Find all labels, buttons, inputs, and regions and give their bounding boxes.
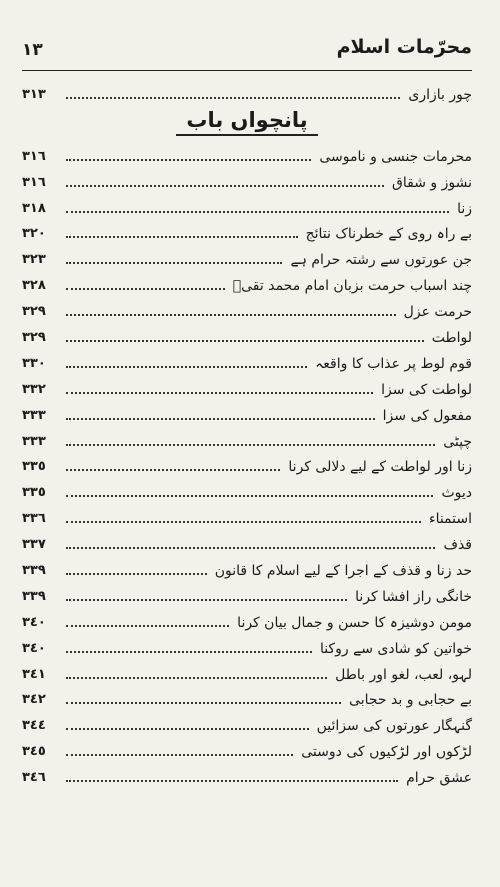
toc-dot-leader [66, 625, 229, 627]
toc-entry [22, 735, 472, 761]
toc-dot-leader [66, 469, 280, 471]
toc-entry-page: ٣٣٢ [22, 381, 46, 397]
toc-entry [22, 295, 472, 321]
toc-entry-page: ٣٤٥ [22, 744, 46, 760]
toc-entry-title: جن عورتوں سے رشتہ حرام ہے [290, 252, 472, 269]
toc-entry [22, 347, 472, 373]
toc-dot-leader [66, 677, 327, 679]
toc-entry-page: ٣٢٩ [22, 330, 46, 346]
toc-entry [22, 476, 472, 502]
table-of-contents [22, 78, 472, 787]
toc-entry-page: ٣٤٢ [22, 692, 46, 708]
toc-dot-leader [66, 444, 435, 446]
toc-entry [22, 606, 472, 632]
toc-entry-page: ٣٣٣ [22, 407, 46, 423]
toc-entry-page: ٣٣٩ [22, 563, 46, 579]
toc-entry-title: چور بازاری [408, 86, 472, 103]
toc-entry [22, 684, 472, 710]
toc-entries [22, 140, 472, 787]
toc-entry-title: عشق حرام [406, 770, 472, 787]
toc-entry-page: ٣١٦ [22, 174, 46, 190]
toc-entry-title: مفعول کی سزا [382, 407, 472, 424]
toc-entry [22, 373, 472, 399]
toc-entry-title: قوم لوط پر عذاب کا واقعہ [315, 355, 472, 372]
toc-entry-page: ٣٤٤ [22, 718, 46, 734]
toc-entry-page: ٣٣٦ [22, 511, 46, 527]
toc-entry [22, 321, 472, 347]
book-title: محرّمات اسلام [336, 36, 472, 58]
toc-dot-leader [66, 599, 347, 601]
toc-entry-title: نشوز و شقاق [392, 174, 472, 191]
toc-entry-title: گنہگار عورتوں کی سزائیں [316, 718, 472, 735]
toc-entry-title: بے راہ روی کے خطرناک نتائج [305, 226, 472, 243]
toc-entry-title: خواتین کو شادی سے روکنا [319, 640, 472, 657]
toc-dot-leader [66, 236, 298, 238]
toc-entry [22, 399, 472, 425]
toc-dot-leader [66, 340, 424, 342]
toc-entry-title: حد زنا و قذف کے اجرا کے لیے اسلام کا قانون [214, 563, 472, 580]
toc-dot-leader [66, 702, 341, 704]
toc-entry-title: خانگی راز افشا کرنا [355, 588, 472, 605]
toc-dot-leader [66, 366, 307, 368]
toc-entry-page: ٣٤٦ [22, 770, 46, 786]
toc-entry-title: لواطت کی سزا [381, 381, 472, 398]
toc-entry [22, 269, 472, 295]
toc-entry-page: ٣١٣ [22, 86, 46, 102]
toc-dot-leader [66, 314, 396, 316]
toc-dot-leader [66, 521, 421, 523]
header-rule [22, 70, 472, 71]
toc-entry-page: ٣٣٥ [22, 459, 46, 475]
toc-entry-title: لہو، لعب، لغو اور باطل [335, 666, 472, 683]
toc-entry [22, 554, 472, 580]
toc-entry-page: ٣١٦ [22, 148, 46, 164]
toc-entry-title: بے حجابی و بد حجابی [349, 692, 472, 709]
toc-entry-title: دیوث [441, 485, 472, 502]
toc-entry-title: محرمات جنسی و ناموسی [319, 148, 472, 165]
toc-dot-leader [66, 495, 433, 497]
toc-entry-title: چپٹی [443, 433, 472, 450]
toc-dot-leader [66, 159, 311, 161]
toc-dot-leader [66, 211, 449, 213]
toc-entry-title: حرمت عزل [403, 304, 472, 321]
toc-entry-title: زنا اور لواطت کے لیے دلالی کرنا [288, 459, 472, 476]
toc-entry [22, 502, 472, 528]
toc-entry-title: استمناء [428, 511, 472, 528]
toc-entry-page: ٣٤١ [22, 666, 46, 682]
toc-dot-leader [66, 418, 375, 420]
toc-entry-page: ٣٢٠ [22, 226, 46, 242]
toc-entry [22, 709, 472, 735]
toc-entry-title: لواطت [431, 330, 472, 347]
chapter-heading [22, 104, 472, 140]
toc-entry-page: ٣٣٣ [22, 433, 46, 449]
toc-entry [22, 140, 472, 166]
toc-entry [22, 528, 472, 554]
toc-entry [22, 451, 472, 477]
toc-entry [22, 580, 472, 606]
toc-entry-page: ٣٣٧ [22, 537, 46, 553]
toc-entry [22, 192, 472, 218]
toc-entry-page: ٣٢٨ [22, 278, 46, 294]
toc-dot-leader [66, 651, 312, 653]
toc-entry-page: ٣٢٣ [22, 252, 46, 268]
toc-entry [22, 658, 472, 684]
chapter-heading-text: پانچواں باب [176, 108, 317, 136]
toc-dot-leader [66, 288, 225, 290]
toc-dot-leader [66, 392, 373, 394]
toc-dot-leader [66, 262, 282, 264]
toc-entry-page: ٣٢٩ [22, 304, 46, 320]
page-header [22, 36, 472, 66]
toc-dot-leader [66, 97, 400, 99]
toc-entry [22, 761, 472, 787]
toc-entry-title: چند اسباب حرمت بزبان امام محمد تقیؑ [232, 278, 472, 295]
toc-dot-leader [66, 728, 309, 730]
toc-dot-leader [66, 754, 293, 756]
toc-entry-title: لڑکوں اور لڑکیوں کی دوستی [301, 744, 472, 761]
toc-entry [22, 632, 472, 658]
toc-entry-title: قذف [443, 537, 472, 554]
toc-entry-page: ٣٤٠ [22, 640, 46, 656]
toc-dot-leader [66, 573, 207, 575]
toc-entry-page: ٣٣٥ [22, 485, 46, 501]
toc-entry-title: زنا [457, 200, 472, 217]
toc-entry [22, 166, 472, 192]
toc-entry [22, 243, 472, 269]
toc-entry-page: ٣٣٩ [22, 588, 46, 604]
toc-entry-page: ٣١٨ [22, 200, 46, 216]
toc-dot-leader [66, 547, 435, 549]
toc-entry-page: ٣٤٠ [22, 614, 46, 630]
toc-dot-leader [66, 780, 398, 782]
toc-entry-title: مومن دوشیزہ کا حسن و جمال بیان کرنا [237, 614, 472, 631]
toc-entry [22, 78, 472, 104]
page-number: ١٣ [22, 40, 43, 60]
toc-entry [22, 425, 472, 451]
toc-entry [22, 218, 472, 244]
toc-dot-leader [66, 185, 384, 187]
toc-entry-page: ٣٣٠ [22, 355, 46, 371]
